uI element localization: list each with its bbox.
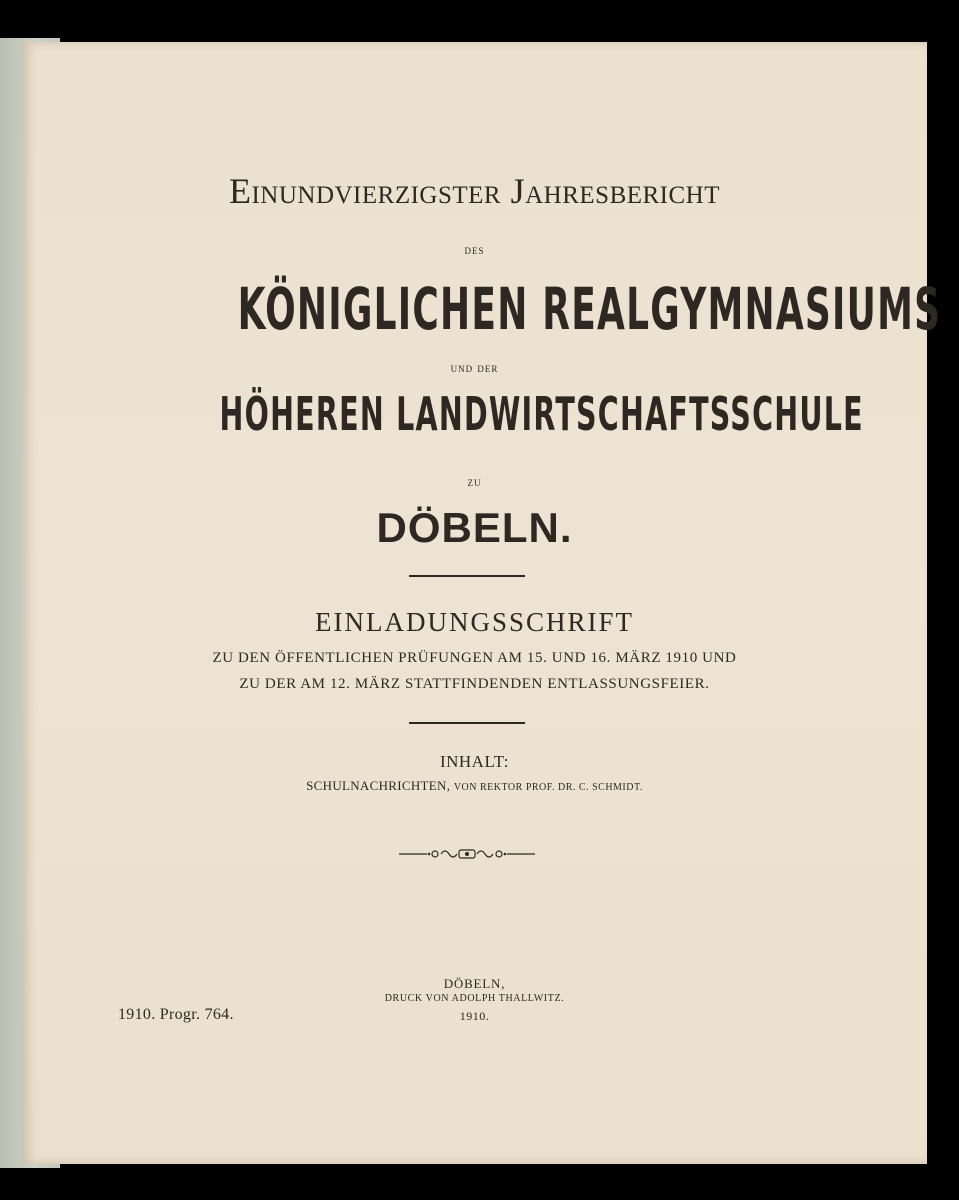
contents-entry	[22, 778, 927, 794]
imprint-printer: DRUCK VON ADOLPH THALLWITZ.	[384, 993, 565, 1004]
school-name-1	[22, 274, 942, 345]
imprint-year: 1910.	[459, 1009, 490, 1023]
ornament-icon	[397, 845, 537, 863]
program-reference: 1910. Progr. 764.	[118, 1006, 234, 1023]
school-name-1-text: KÖNIGLICHEN REALGYMNASIUMS	[237, 275, 942, 343]
school-name-2-text: HÖHEREN LANDWIRTSCHAFTSSCHULE	[219, 387, 864, 441]
invitation-line-1: ZU DEN ÖFFENTLICHEN PRÜFUNGEN AM 15. UND 16. MÄRZ 1910 UND	[212, 650, 737, 666]
report-title: Einundvierzigster Jahresbericht	[228, 171, 721, 211]
contents-author: VON REKTOR PROF. DR. C. SCHMIDT.	[453, 782, 643, 793]
city-title: DÖBELN.	[376, 504, 573, 551]
title-page	[22, 42, 942, 1164]
school-name-2	[22, 386, 927, 443]
imprint-city: DÖBELN,	[443, 976, 506, 991]
connector-und-der: und der	[450, 360, 499, 375]
divider-rule-bottom	[409, 722, 525, 724]
invitation-heading: EINLADUNGSSCHRIFT	[314, 607, 635, 637]
connector-zu: zu	[467, 474, 482, 489]
contents-item: SCHULNACHRICHTEN,	[306, 778, 451, 793]
divider-rule-top	[409, 575, 525, 577]
connector-des: des	[464, 242, 485, 257]
invitation-line-2: ZU DER AM 12. MÄRZ STATTFINDENDEN ENTLASSUNGSFEIER.	[239, 676, 710, 692]
contents-heading: INHALT:	[439, 752, 510, 771]
